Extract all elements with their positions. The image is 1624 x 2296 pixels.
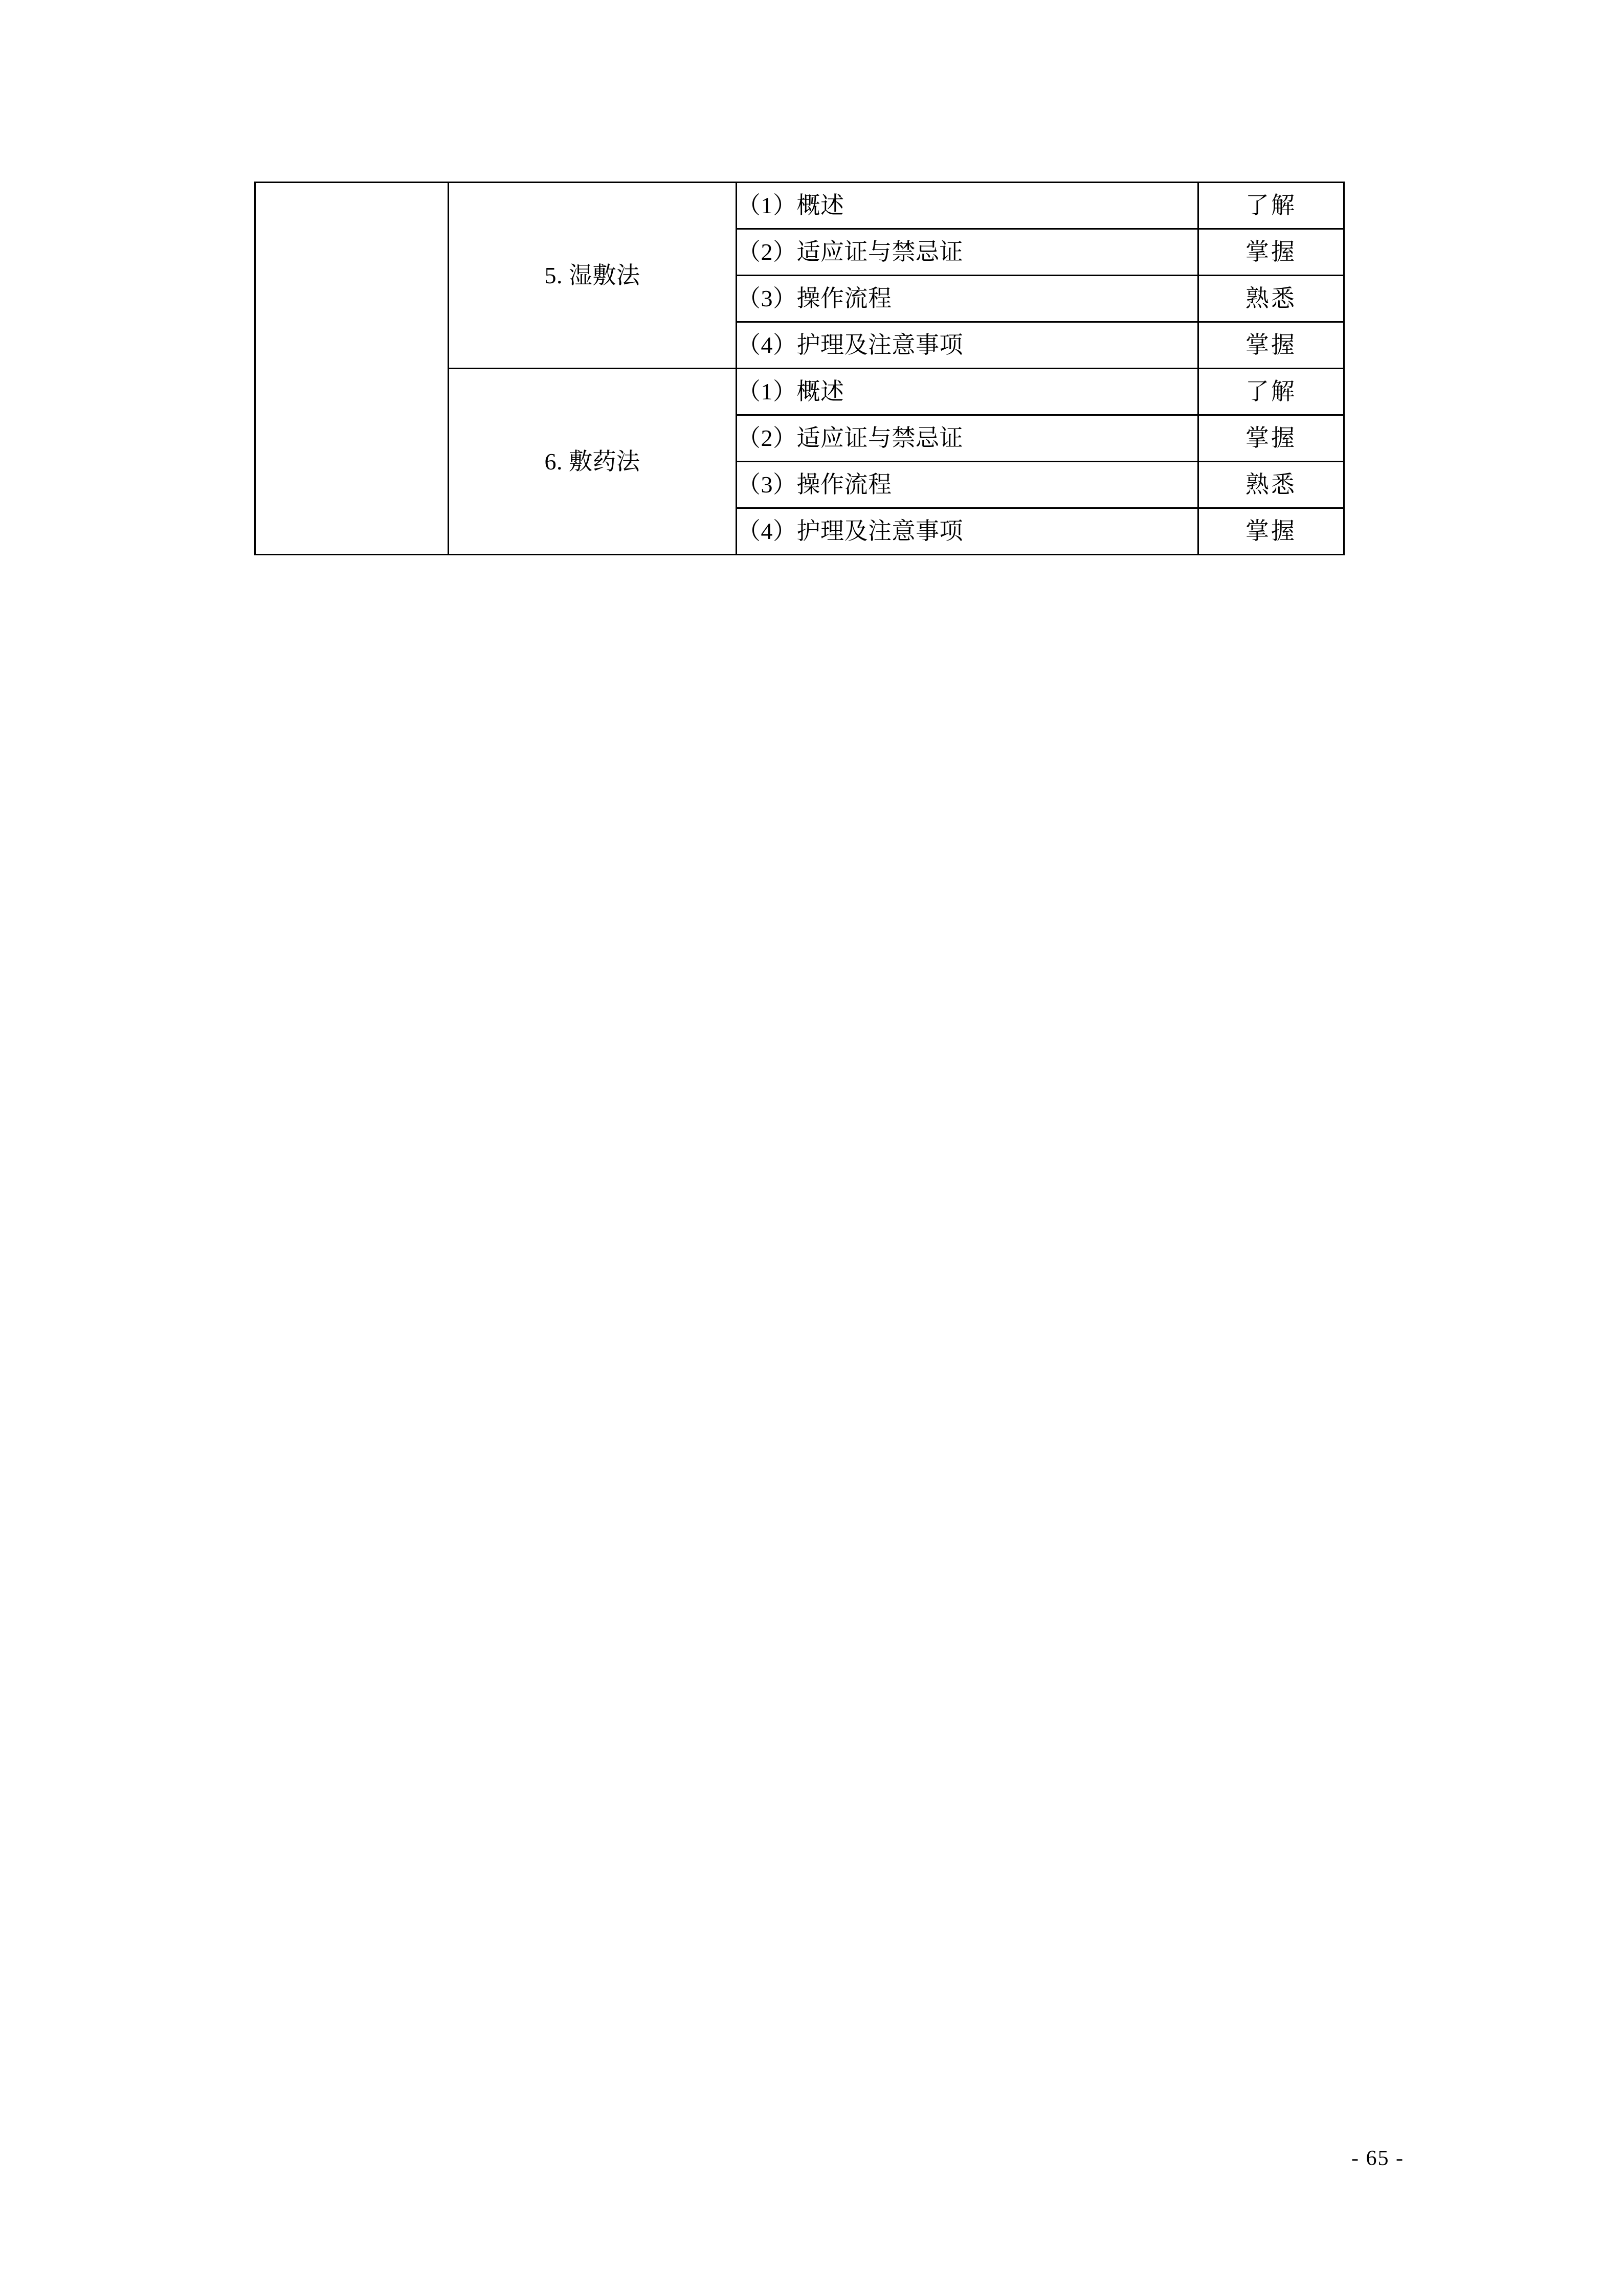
- level-cell: [1198, 462, 1344, 508]
- item-cell: [737, 229, 1198, 276]
- item-label: （2）适应证与禁忌证: [737, 425, 963, 452]
- method-label: 5. 湿敷法: [544, 262, 640, 288]
- item-cell: [737, 276, 1198, 322]
- category-cell: [255, 183, 449, 555]
- syllabus-table: [254, 182, 1345, 555]
- level-label: 了解: [1245, 378, 1297, 405]
- item-cell: [737, 322, 1198, 369]
- level-label: 熟悉: [1245, 285, 1297, 312]
- item-label: （4）护理及注意事项: [737, 332, 963, 358]
- level-cell: [1198, 183, 1344, 229]
- item-label: （4）护理及注意事项: [737, 518, 963, 545]
- method-cell: [449, 183, 737, 369]
- item-label: （2）适应证与禁忌证: [737, 239, 963, 265]
- page-number: - 65 -: [1351, 2147, 1404, 2170]
- level-cell: [1198, 415, 1344, 462]
- item-label: （1）概述: [737, 192, 844, 219]
- item-cell: [737, 183, 1198, 229]
- item-cell: [737, 369, 1198, 415]
- level-label: 掌握: [1245, 518, 1297, 545]
- item-cell: [737, 415, 1198, 462]
- level-cell: [1198, 508, 1344, 555]
- item-label: （3）操作流程: [737, 285, 892, 312]
- item-label: （3）操作流程: [737, 471, 892, 498]
- level-cell: [1198, 229, 1344, 276]
- level-label: 了解: [1245, 192, 1297, 219]
- method-cell: [449, 369, 737, 555]
- item-cell: [737, 508, 1198, 555]
- level-cell: [1198, 276, 1344, 322]
- method-label: 6. 敷药法: [544, 448, 640, 475]
- level-label: 掌握: [1245, 239, 1297, 265]
- level-label: 熟悉: [1245, 471, 1297, 498]
- level-cell: [1198, 322, 1344, 369]
- item-label: （1）概述: [737, 378, 844, 405]
- syllabus-table-container: [254, 182, 1337, 555]
- item-cell: [737, 462, 1198, 508]
- level-label: 掌握: [1245, 332, 1297, 358]
- level-cell: [1198, 369, 1344, 415]
- table-row: [255, 183, 1344, 229]
- level-label: 掌握: [1245, 425, 1297, 452]
